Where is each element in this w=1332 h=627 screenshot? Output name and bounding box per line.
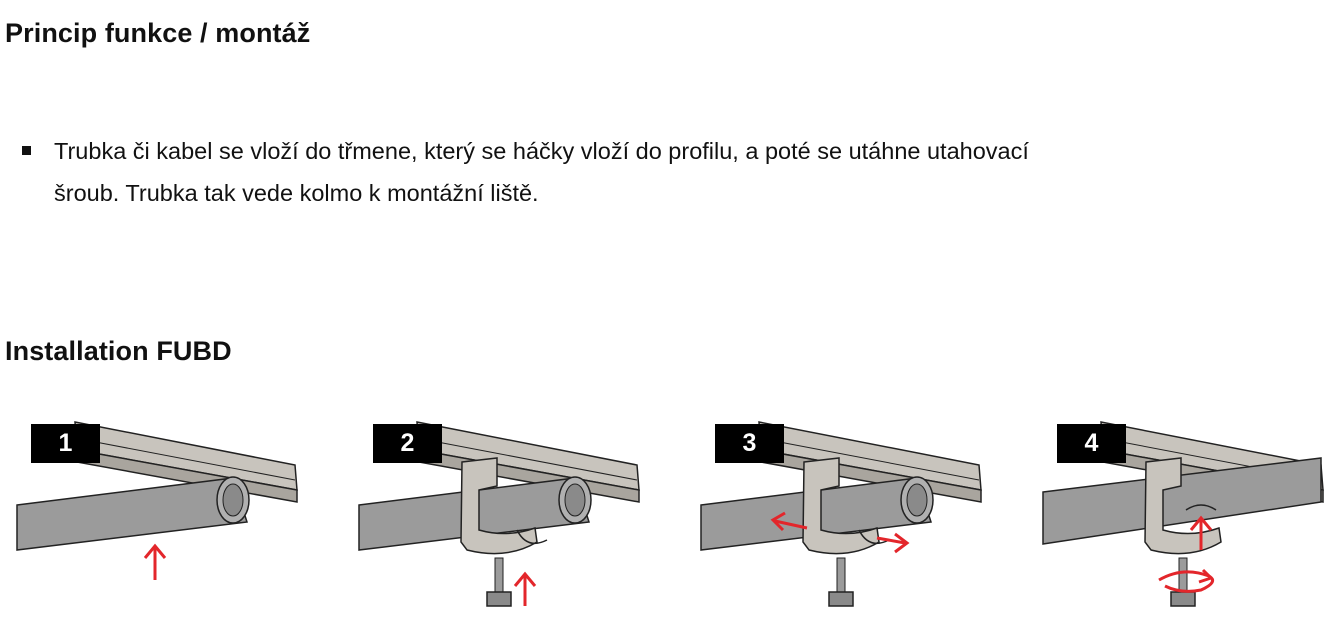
installation-step-2 [357, 410, 657, 620]
installation-steps [0, 410, 1332, 627]
bullet-text: Trubka či kabel se vloží do třmene, který se háčky vloží do profilu, a poté se utáhne utahovací šroub. Trubka tak vede kolmo k montážní liště. [54, 138, 1029, 206]
bullet-list [22, 130, 1082, 214]
step-number-badge: 1 [31, 424, 100, 463]
step-number-badge: 4 [1057, 424, 1126, 463]
step-number-badge: 3 [715, 424, 784, 463]
installation-step-1 [15, 410, 315, 620]
bolt-icon [1171, 558, 1195, 606]
bolt-icon [487, 558, 511, 606]
step-number-badge: 2 [373, 424, 442, 463]
pipe-icon [17, 477, 249, 550]
installation-step-3 [699, 410, 999, 620]
bolt-icon [829, 558, 853, 606]
bullet-square-icon [22, 146, 31, 155]
heading-principle: Princip funkce / montáž [5, 18, 311, 48]
list-item [22, 130, 1082, 214]
up-arrow-icon [515, 574, 535, 606]
heading-installation: Installation FUBD [5, 336, 232, 366]
installation-step-4 [1041, 410, 1332, 620]
up-arrow-icon [145, 546, 165, 580]
